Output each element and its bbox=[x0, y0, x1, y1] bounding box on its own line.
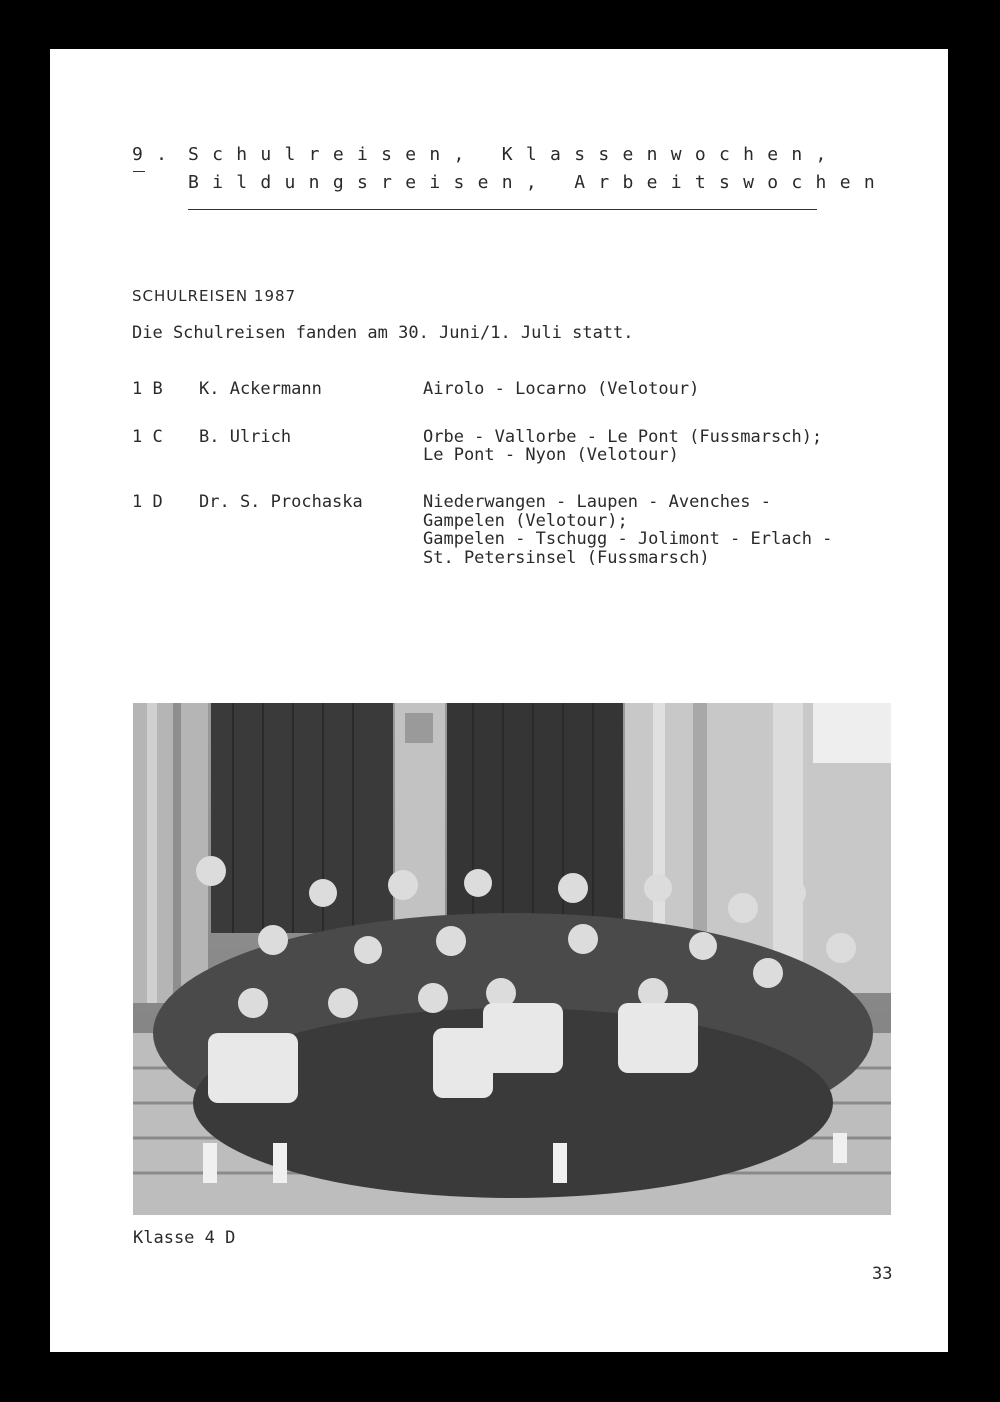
heading-line-1: Schulreisen, Klassenwochen, bbox=[188, 144, 840, 165]
heading-number: 9. bbox=[132, 144, 181, 165]
photo-caption: Klasse 4 D bbox=[133, 1228, 236, 1248]
trip-route-line: Niederwangen - Laupen - Avenches - bbox=[423, 492, 771, 512]
trip-route-line: Le Pont - Nyon (Velotour) bbox=[423, 445, 679, 465]
photo-illustration bbox=[133, 703, 891, 1215]
trip-class: 1 C bbox=[132, 427, 163, 447]
heading-number-underline bbox=[133, 171, 145, 172]
trip-class: 1 D bbox=[132, 492, 163, 512]
trip-teacher: Dr. S. Prochaska bbox=[199, 492, 363, 512]
trip-teacher: B. Ulrich bbox=[199, 427, 292, 447]
trip-class: 1 B bbox=[132, 379, 163, 399]
page-number: 33 bbox=[872, 1264, 893, 1284]
heading-line-2: Bildungsreisen, Arbeitswochen bbox=[188, 172, 888, 193]
trip-route-line: Gampelen (Velotour); bbox=[423, 511, 628, 531]
intro-text: Die Schulreisen fanden am 30. Juni/1. Juli statt. bbox=[132, 323, 634, 343]
class-group-photo bbox=[133, 703, 891, 1215]
heading-underline bbox=[188, 209, 817, 210]
section-title: SCHULREISEN 1987 bbox=[132, 287, 297, 305]
trip-route-line: Orbe - Vallorbe - Le Pont (Fussmarsch); bbox=[423, 427, 823, 447]
trip-route-line: Gampelen - Tschugg - Jolimont - Erlach - bbox=[423, 529, 833, 549]
document-page bbox=[50, 49, 948, 1352]
trip-teacher: K. Ackermann bbox=[199, 379, 322, 399]
trip-route-line: St. Petersinsel (Fussmarsch) bbox=[423, 548, 710, 568]
trip-route-line: Airolo - Locarno (Velotour) bbox=[423, 379, 700, 399]
